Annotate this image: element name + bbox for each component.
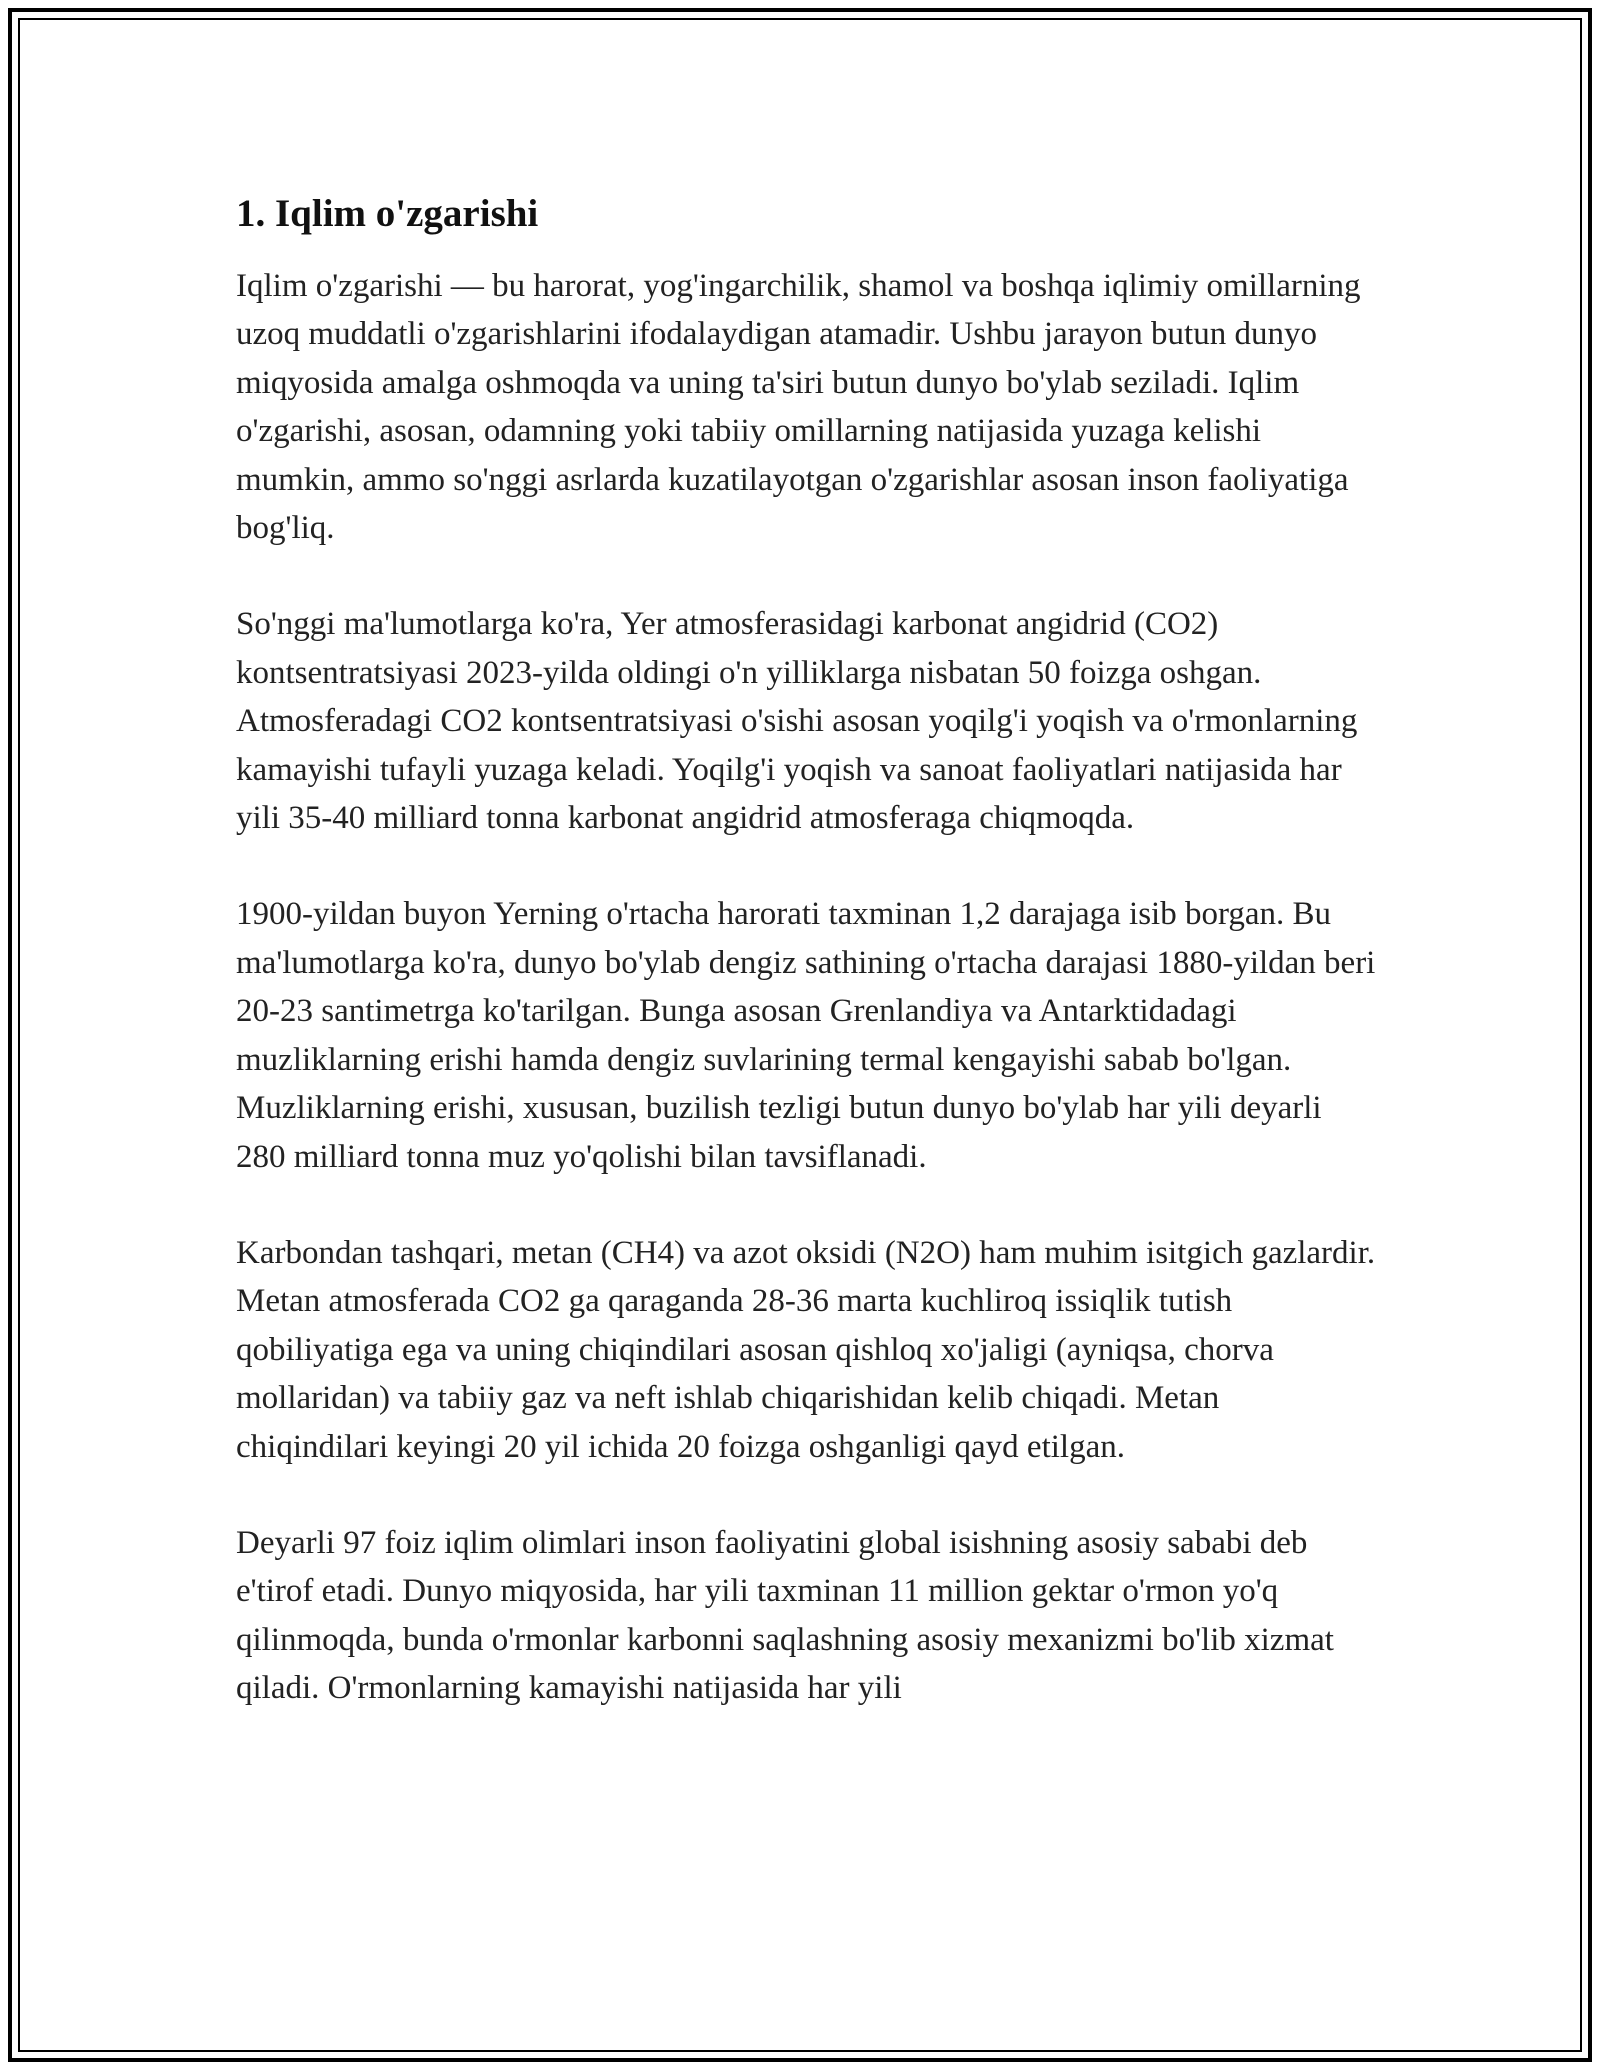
paragraph-2: So'nggi ma'lumotlarga ko'ra, Yer atmosferasidagi karbonat angidrid (CO2) kontsentratsiyasi 2023-yilda oldingi o'n yilliklarga nisbatan 50 foizga oshgan. Atmosferadagi CO2 kontsentratsiyasi o'sishi asosan yoqilg'i yoqish va o'rmonlarning kamayishi tufayli yuzaga keladi. Yoqilg'i yoqish va sanoat faoliyatlari natijasida har yili 35-40 milliard tonna karbonat angidrid atmosferaga chiqmoqda. xyxy=(236,606,1358,837)
paragraph-5: Deyarli 97 foiz iqlim olimlari inson faoliyatini global isishning asosiy sababi deb e'tirof etadi. Dunyo miqyosida, har yili taxminan 11 million gektar o'rmon yo'q qilinmoqda, bunda o'rmonlar karbonni saqlashning asosiy mexanizmi bo'lib xizmat qiladi. O'rmonlarning kamayishi natijasida har yili xyxy=(236,1524,1334,1707)
paragraph-1: Iqlim o'zgarishi — bu harorat, yog'ingarchilik, shamol va boshqa iqlimiy omillarning uzoq muddatli o'zgarishlarini ifodalaydigan atamadir. Ushbu jarayon butun dunyo miqyosida amalga oshmoqda va uning ta'siri butun dunyo bo'ylab seziladi. Iqlim o'zgarishi, asosan, odamning yoki tabiiy omillarning natijasida yuzaga kelishi mumkin, ammo so'nggi asrlarda kuzatilayotgan o'zgarishlar asosan inson faoliyatiga bog'liq. xyxy=(236,268,1361,547)
document-body xyxy=(236,186,1376,1761)
paragraph-3: 1900-yildan buyon Yerning o'rtacha harorati taxminan 1,2 darajaga isib borgan. Bu ma'lumotlarga ko'ra, dunyo bo'ylab dengiz sathining o'rtacha darajasi 1880-yildan beri 20-23 santimetrga ko'tarilgan. Bunga asosan Grenlandiya va Antarktidadagi muzliklarning erishi hamda dengiz suvlarining termal kengayishi sabab bo'lgan. Muzliklarning erishi, xususan, buzilish tezligi butun dunyo bo'ylab har yili deyarli 280 milliard tonna muz yo'qolishi bilan tavsiflanadi. xyxy=(236,896,1376,1175)
section-heading: 1. Iqlim o'zgarishi xyxy=(236,192,539,235)
paragraph-4: Karbondan tashqari, metan (CH4) va azot oksidi (N2O) ham muhim isitgich gazlardir. Metan atmosferada CO2 ga qaraganda 28-36 marta kuchliroq issiqlik tutish qobiliyatiga ega va uning chiqindilari asosan qishloq xo'jaligi (ayniqsa, chorva mollaridan) va tabiiy gaz va neft ishlab chiqarishidan kelib chiqadi. Metan chiqindilari keyingi 20 yil ichida 20 foizga oshganligi qayd etilgan. xyxy=(236,1234,1376,1465)
